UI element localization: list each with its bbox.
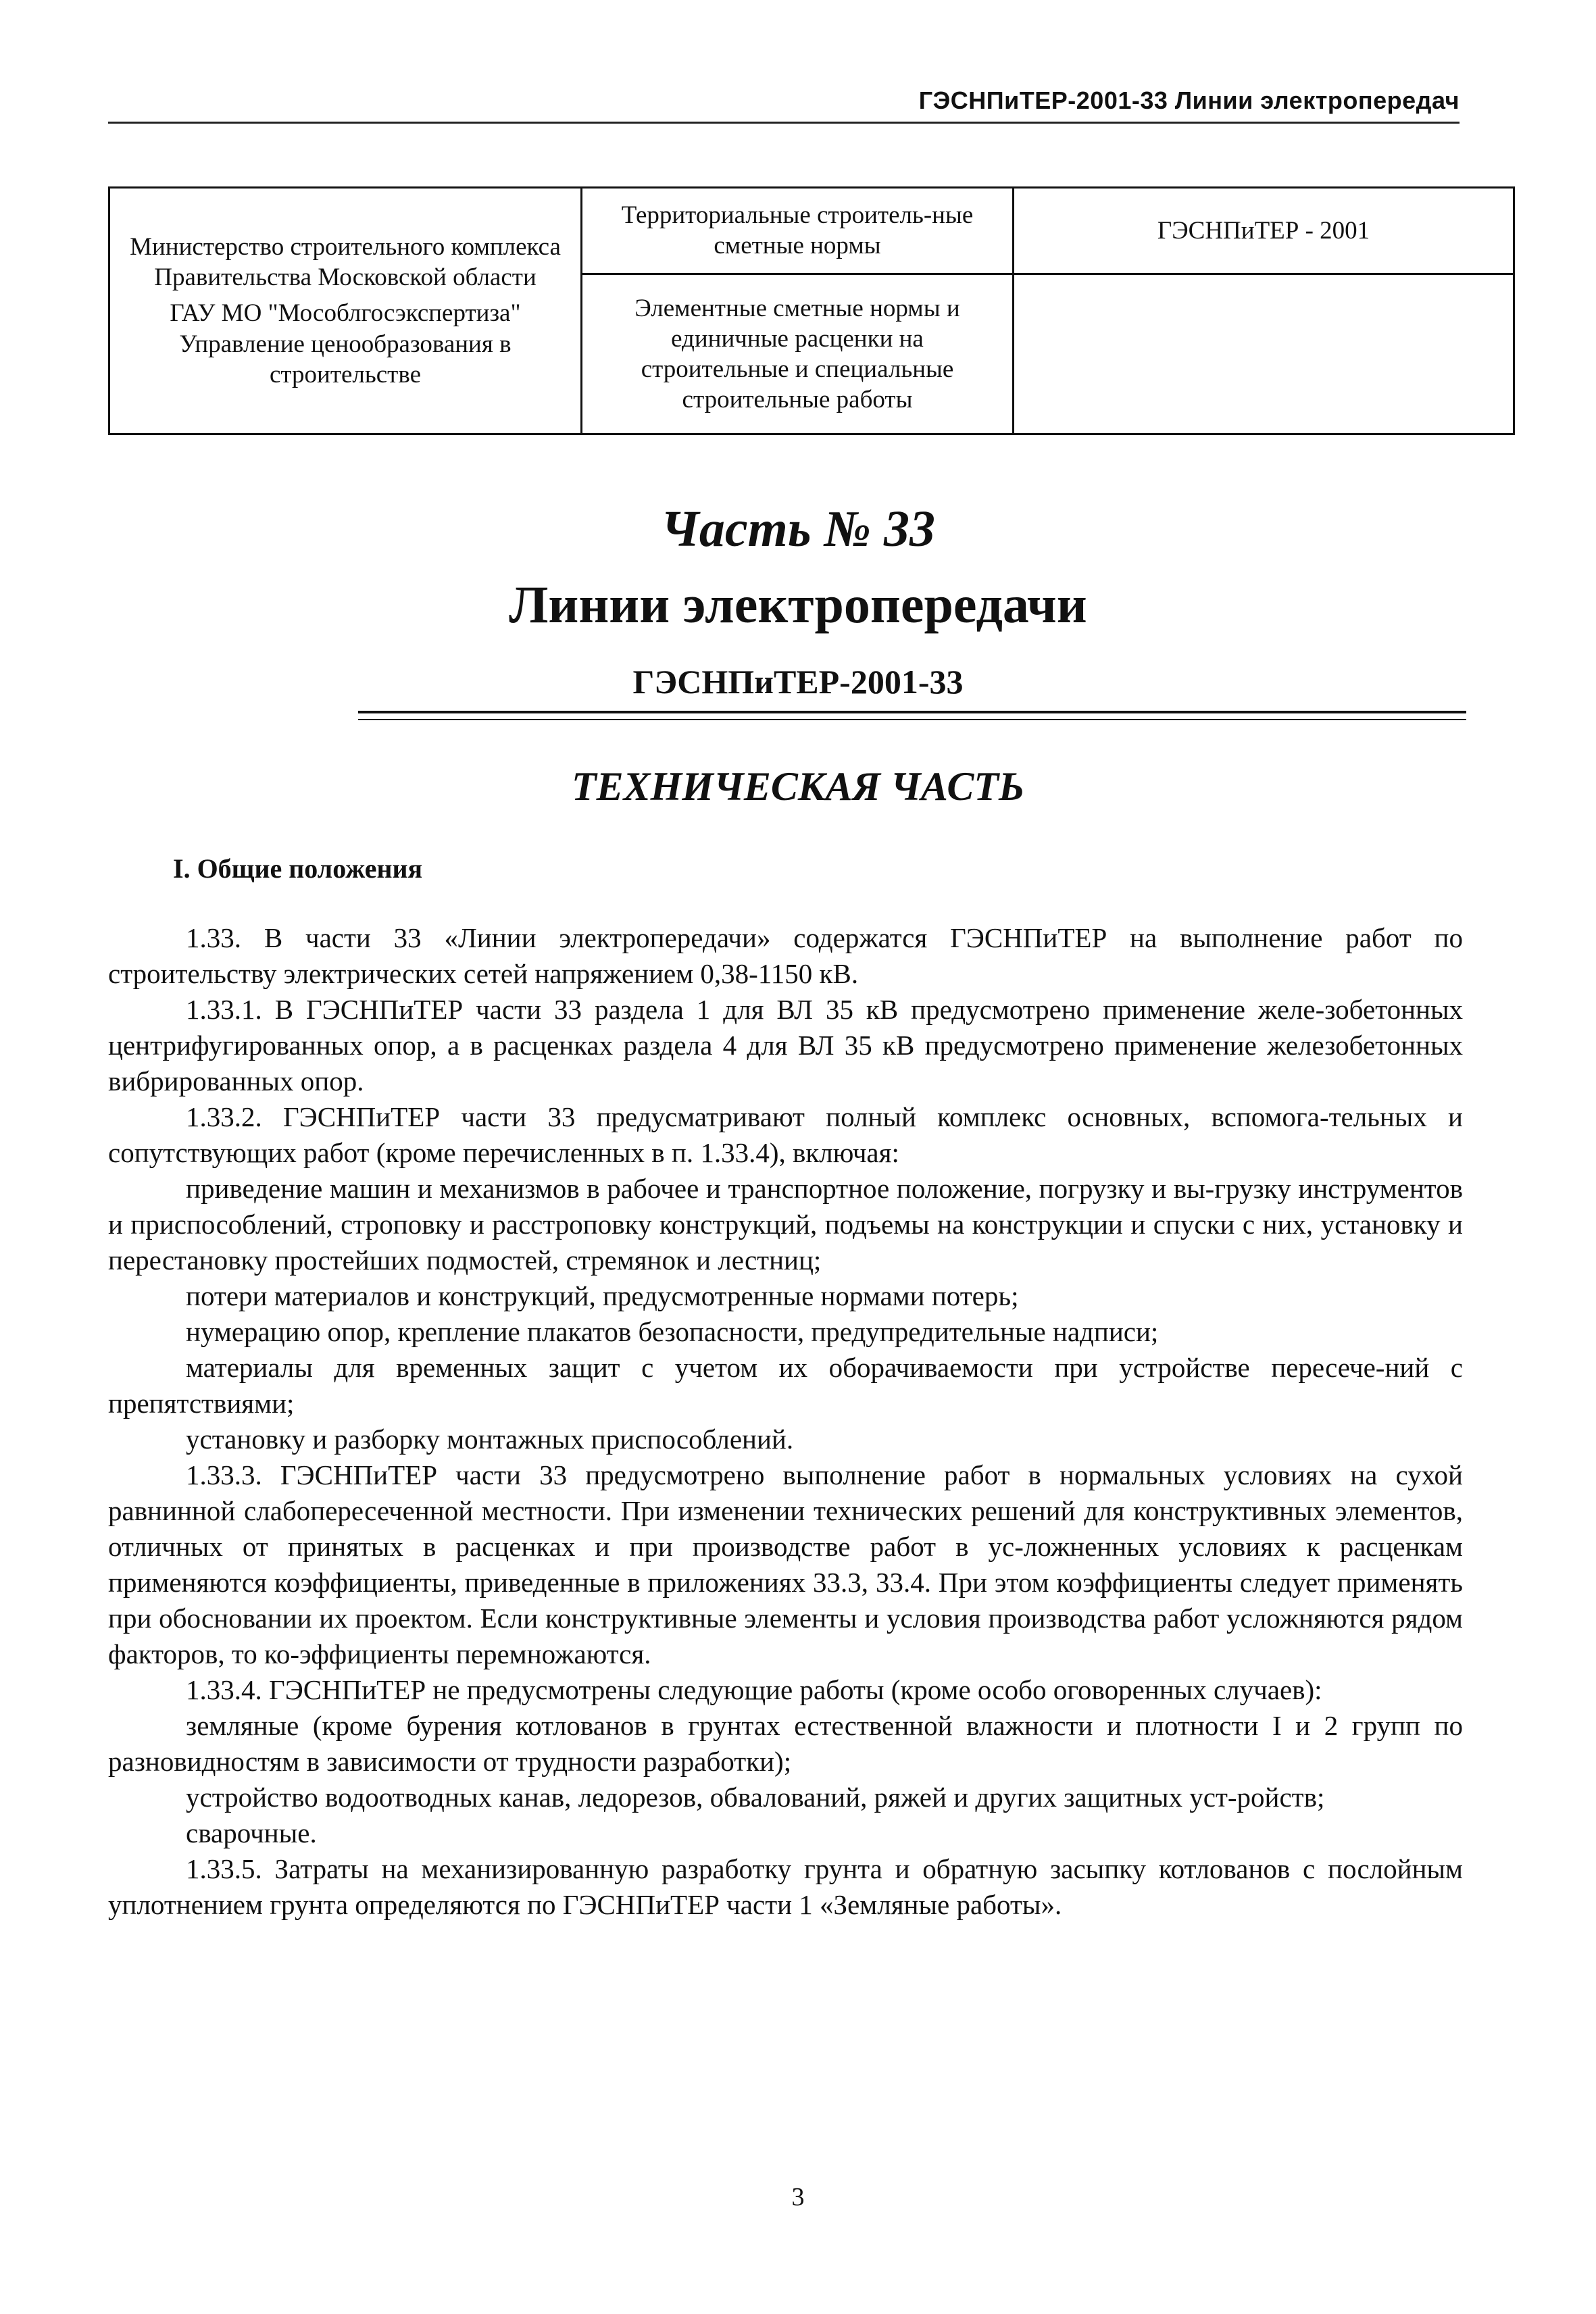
paragraph: нумерацию опор, крепление плакатов безопасности, предупредительные надписи; bbox=[186, 1316, 1159, 1347]
title-rule-thick bbox=[358, 711, 1466, 713]
empty-cell bbox=[1014, 274, 1514, 434]
paragraph: 1.33.4. ГЭСНПиТЕР не предусмотрены следующие работы (кроме особо оговоренных случаев): bbox=[186, 1674, 1322, 1705]
code-cell: ГЭСНПиТЕР - 2001 bbox=[1014, 188, 1514, 274]
paragraph: 1.33.5. Затраты на механизированную разработку грунта и обратную засыпку котлованов с послойным уплотнением грунта определяются по ГЭСНПиТЕР части 1 «Земляные работы». bbox=[108, 1853, 1463, 1920]
paragraph: 1.33.3. ГЭСНПиТЕР части 33 предусмотрено выполнение работ в нормальных условиях на сухой равнинной слабопересеченной местности. При изменении технических решений для конструктивных элементов, отличных от принятых в расценках и при производстве работ в ус-ложненных условиях к расценкам применяются коэффициенты, приведенные в приложениях 33.3, 33.4. При этом коэффициенты следует применять при обосновании их проектом. Если конструктивные элементы и условия производства работ усложняются рядом факторов, то ко-эффициенты перемножаются. bbox=[108, 1459, 1463, 1669]
organization-ministry: Министерство строительного комплекса Правительства Московской области bbox=[130, 233, 561, 292]
paragraph: 1.33.2. ГЭСНПиТЕР части 33 предусматривают полный комплекс основных, вспомога-тельных и сопутствующих работ (кроме перечисленных в п. 1.33.4), включая: bbox=[108, 1101, 1463, 1168]
title-rule-thin bbox=[358, 719, 1466, 720]
header-rule bbox=[108, 122, 1460, 124]
paragraph: сварочные. bbox=[186, 1817, 317, 1848]
part-title: Часть № 33 bbox=[661, 501, 935, 557]
header-table bbox=[108, 186, 1515, 435]
paragraph: устройство водоотводных канав, ледорезов, обвалований, ряжей и других защитных уст-ройств; bbox=[186, 1782, 1325, 1813]
territorial-norms-cell: Территориальные строитель-ные сметные нормы bbox=[582, 188, 1014, 274]
organization-cell bbox=[109, 188, 582, 434]
page-number: 3 bbox=[791, 2183, 805, 2211]
organization-expertise: ГАУ МО "Мособлгосэкспертиза" Управление ценообразования в строительстве bbox=[170, 299, 521, 388]
code-title: ГЭСНПиТЕР-2001-33 bbox=[632, 663, 964, 701]
paragraph: 1.33.1. В ГЭСНПиТЕР части 33 раздела 1 для ВЛ 35 кВ предусмотрено применение желе-зобетонных центрифугированных опор, а в расценках раздела 4 для ВЛ 35 кВ предусмотрено применение железобетонных вибрированных опор. bbox=[108, 994, 1463, 1097]
section-heading: I. Общие положения bbox=[173, 853, 423, 884]
paragraph: материалы для временных защит с учетом их оборачиваемости при устройстве пересече-ний с препятствиями; bbox=[108, 1352, 1463, 1419]
body-text bbox=[108, 920, 1463, 1923]
paragraph: потери материалов и конструкций, предусмотренные нормами потерь; bbox=[186, 1280, 1019, 1311]
technical-part-heading: ТЕХНИЧЕСКАЯ ЧАСТЬ bbox=[571, 764, 1025, 809]
paragraph: земляные (кроме бурения котлованов в грунтах естественной влажности и плотности I и 2 групп по разновидностям в зависимости от трудности разработки); bbox=[108, 1710, 1463, 1777]
paragraph: приведение машин и механизмов в рабочее и транспортное положение, погрузку и вы-грузку инструментов и приспособлений, строповку и расстроповку конструкций, подъемы на конструкции и спуски с них, установку и перестановку простейших подмостей, стремянок и лестниц; bbox=[108, 1173, 1463, 1276]
running-header: ГЭСНПиТЕР-2001-33 Линии электропередач bbox=[918, 86, 1460, 114]
paragraph: 1.33. В части 33 «Линии электропередачи» содержатся ГЭСНПиТЕР на выполнение работ по строительству электрических сетей напряжением 0,38-1150 кВ. bbox=[108, 922, 1463, 989]
main-title: Линии электропередачи bbox=[509, 575, 1087, 634]
paragraph: установку и разборку монтажных приспособлений. bbox=[186, 1424, 794, 1455]
elemental-norms-cell: Элементные сметные нормы и единичные расценки на строительные и специальные строительные работы bbox=[582, 274, 1014, 434]
